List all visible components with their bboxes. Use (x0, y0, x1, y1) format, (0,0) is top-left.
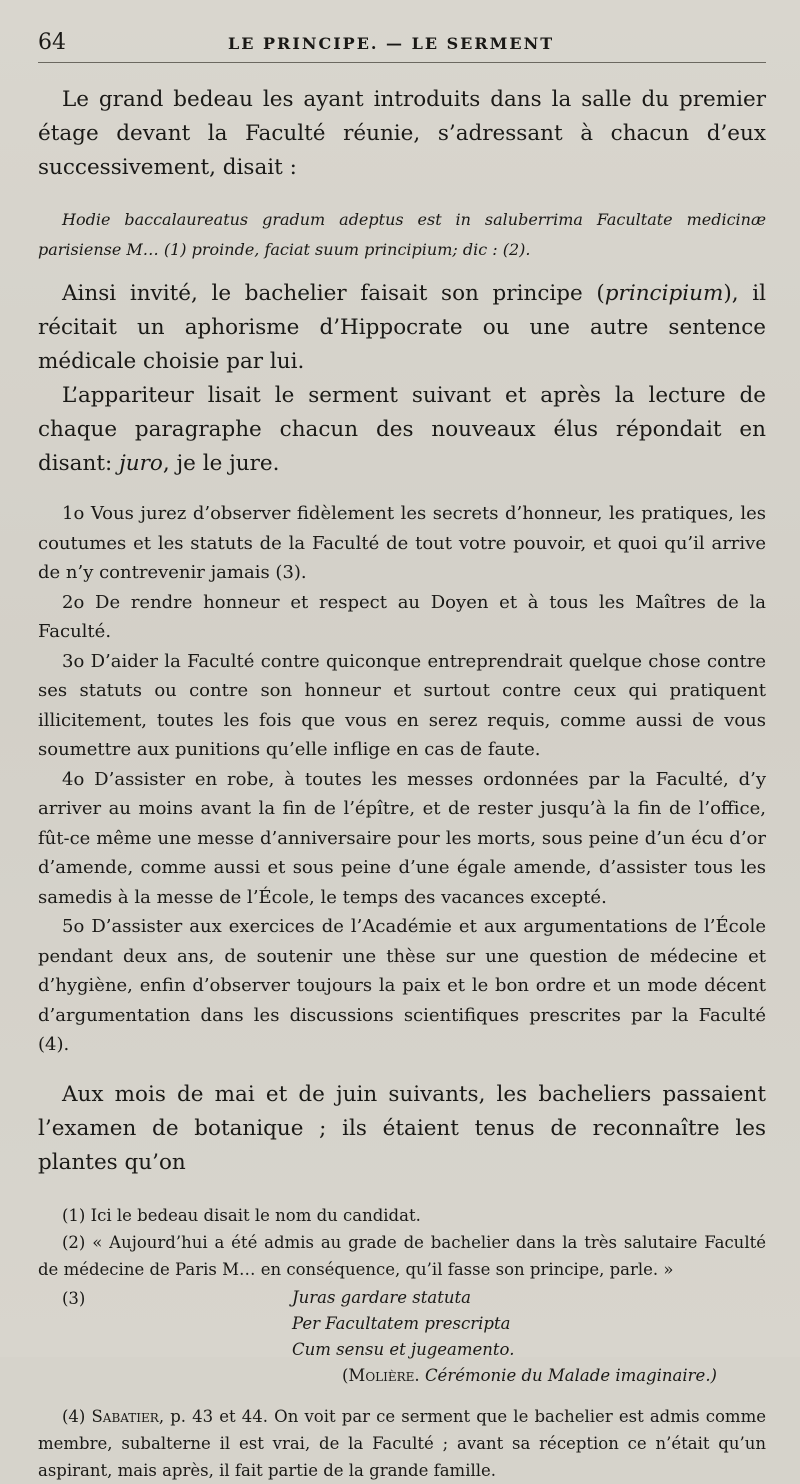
latin-formula: Hodie baccalaureatus gradum adeptus est in saluberrima Facultate medicinæ parisiense M… (1) proinde, faciat suum principium; dic : (2). (38, 210, 766, 259)
paragraph-3: L’appariteur lisait le serment suivant et après la lecture de chaque paragraphe chacun des nouveaux élus répondait en disant: juro, je le jure. (38, 383, 766, 476)
oath-item-3: 3o D’aider la Faculté contre quiconque entreprendrait quelque chose contre ses statuts ou contre son honneur et surtout contre ceux qui pratiquent illicitement, toutes les fois que vous en serez requis, comme aussi de vous soumettre aux punitions qu’elle inflige en cas de faute. (38, 650, 766, 760)
paragraph-2: Ainsi invité, le bachelier faisait son principe (principium), il récitait un aphorisme d’Hippocrate ou une autre sentence médicale choisie par lui. (38, 281, 766, 374)
verse-line-1: Juras gardare statuta (292, 1287, 471, 1307)
term-juro: juro (119, 451, 163, 476)
oath-item-1: 1o Vous jurez d’observer fidèlement les secrets d’honneur, les pratiques, les coutumes et les statuts de la Faculté de tout votre pouvoir, et quoi qu’il arrive de n’y contrevenir jamais (3). (38, 503, 766, 583)
footnotes (38, 1202, 766, 1484)
oath-item-5: 5o D’assister aux exercices de l’Académie et aux argumentations de l’École pendant deux ans, de soutenir une thèse sur une question de médecine et d’hygiène, enfin d’observer toujours la paix et le bon ordre et un mode décent d’argumentation dans les discussions scientifiques prescrites par la Faculté (4). (38, 916, 766, 1055)
term-principium: principium (604, 281, 724, 306)
running-title: LE PRINCIPE. — LE SERMENT (228, 34, 555, 53)
paragraph-4: Aux mois de mai et de juin suivants, les bacheliers passaient l’examen de botanique ; ils étaient tenus de reconnaître les plantes qu’on (38, 1081, 766, 1175)
oath-item-2: 2o De rendre honneur et respect au Doyen et à tous les Maîtres de la Faculté. (38, 591, 766, 642)
footnote-3 (38, 1285, 766, 1389)
footnote-3-verse (292, 1285, 717, 1389)
footnote-1: (1) Ici le bedeau disait le nom du candidat. (62, 1205, 421, 1225)
footnote-3-label: (3) (62, 1288, 86, 1308)
page-number: 64 (38, 30, 66, 55)
page-header (38, 30, 766, 63)
verse-line-2: Per Facultatem prescripta (292, 1313, 511, 1333)
footnote-4-author: (4) Sabatier (62, 1406, 159, 1426)
footnote-2: (2) « Aujourd’hui a été admis au grade de bachelier dans la très salutaire Faculté de médecine de Paris M… en conséquence, qu’il fasse son principe, parle. » (38, 1232, 766, 1279)
verse-line-3: Cum sensu et jugeamento. (292, 1339, 515, 1359)
verse-source: (Molière. Cérémonie du Malade imaginaire.) (342, 1365, 717, 1385)
oath-list (38, 499, 766, 1060)
paragraph-1: Le grand bedeau les ayant introduits dans la salle du premier étage devant la Faculté réunie, s’adressant à chacun d’eux successivement, disait : (38, 87, 766, 180)
oath-item-4: 4o D’assister en robe, à toutes les messes ordonnées par la Faculté, d’y arriver au moins avant la fin de l’épître, et de rester jusqu’à la fin de l’office, fût-ce même une messe d’anniversaire pour les morts, sous peine d’un écu d’or d’amende, comme aussi et sous peine d’une égale amende, d’assister tous les samedis à la messe de l’École, le temps des vacances excepté. (38, 768, 766, 908)
footnote-4: (4) Sabatier, p. 43 et 44. On voit par ce serment que le bachelier est admis comme membre, subalterne il est vrai, de la Faculté ; avant sa réception ce n’était qu’un aspirant, mais après, il fait partie de la grande famille. (38, 1406, 766, 1480)
